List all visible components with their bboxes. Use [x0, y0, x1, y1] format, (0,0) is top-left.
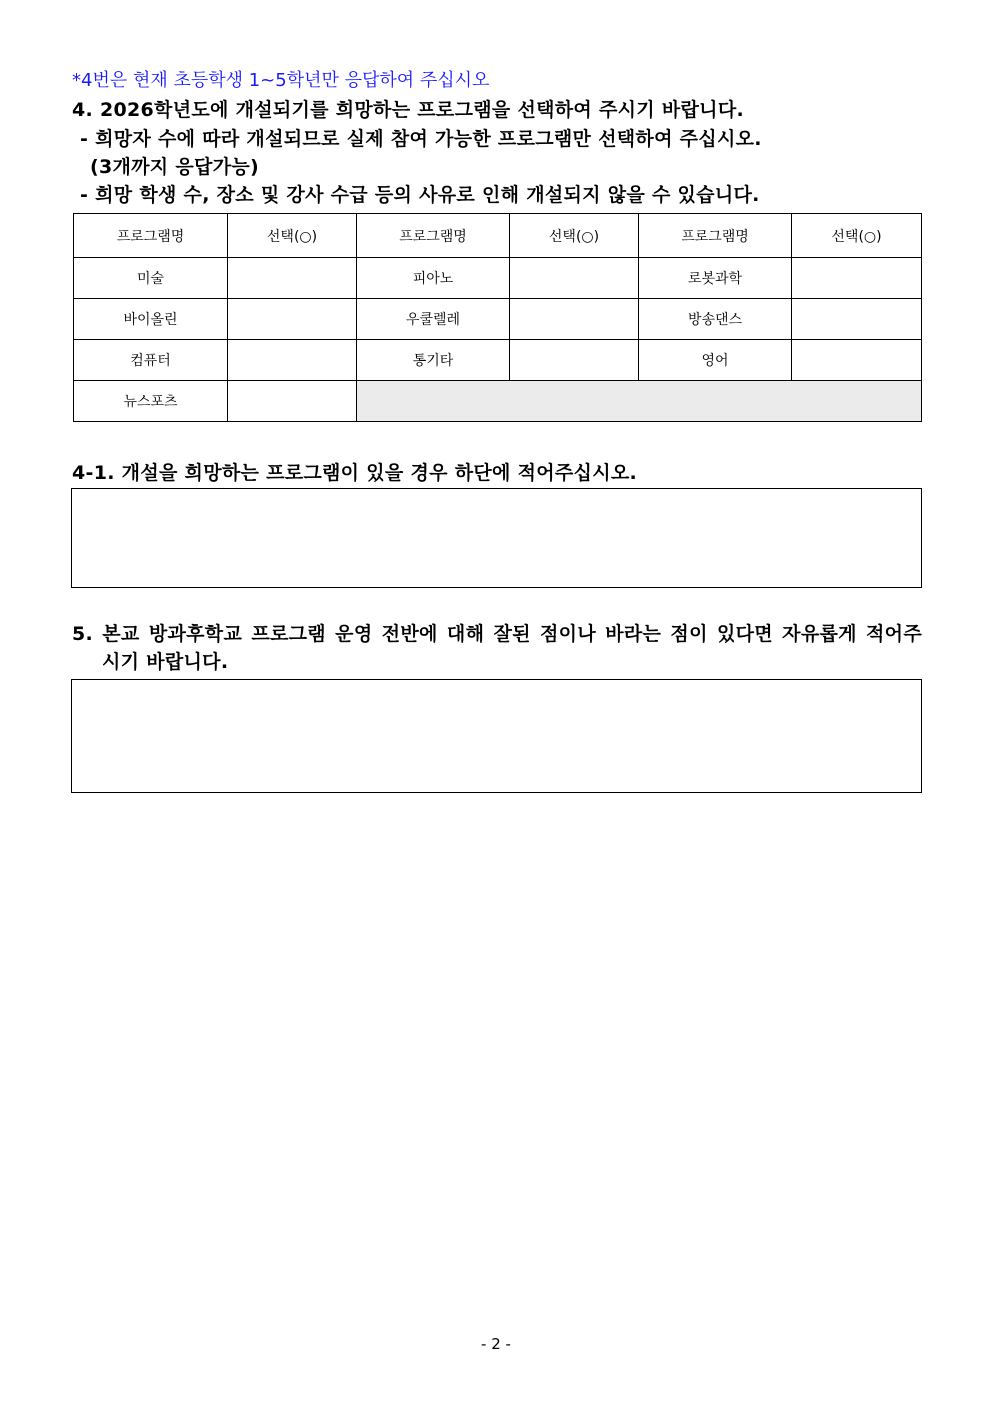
program-selection-table [73, 213, 922, 422]
question-4-title: 4. 2026학년도에 개설되기를 희망하는 프로그램을 선택하여 주시기 바랍니다. [72, 99, 745, 121]
table-header-row [74, 214, 922, 258]
program-select-cell[interactable] [228, 299, 357, 340]
program-select-cell[interactable] [792, 258, 922, 299]
program-name-cell: 통기타 [357, 340, 510, 381]
header-program-name: 프로그램명 [74, 214, 228, 258]
program-name-cell: 컴퓨터 [74, 340, 228, 381]
program-select-cell[interactable] [792, 299, 922, 340]
header-select: 선택(○) [228, 214, 357, 258]
table-row [74, 381, 922, 422]
question-4-note-1: - 희망자 수에 따라 개설되므로 실제 참여 가능한 프로그램만 선택하여 주십시오. [80, 128, 762, 150]
question-4-note-2: (3개까지 응답가능) [90, 156, 259, 178]
header-select: 선택(○) [510, 214, 639, 258]
program-name-cell: 미술 [74, 258, 228, 299]
question-5-title [72, 620, 922, 676]
program-name-cell: 우쿨렐레 [357, 299, 510, 340]
program-name-cell: 피아노 [357, 258, 510, 299]
program-name-cell: 바이올린 [74, 299, 228, 340]
program-select-cell[interactable] [510, 299, 639, 340]
table-row [74, 299, 922, 340]
program-select-cell[interactable] [228, 258, 357, 299]
question-5-answer-box[interactable] [71, 679, 922, 793]
question-4-1-title: 4-1. 개설을 희망하는 프로그램이 있을 경우 하단에 적어주십시오. [72, 462, 638, 484]
header-select: 선택(○) [792, 214, 922, 258]
question-5-line-1: 5. 본교 방과후학교 프로그램 운영 전반에 대해 잘된 점이나 바라는 점이 있다면 자유롭게 적어주 [72, 623, 922, 645]
empty-shaded-cell [357, 381, 922, 422]
header-program-name: 프로그램명 [639, 214, 792, 258]
instruction-note: *4번은 현재 초등학생 1~5학년만 응답하여 주십시오 [72, 70, 490, 91]
program-name-cell: 로봇과학 [639, 258, 792, 299]
program-select-cell[interactable] [228, 381, 357, 422]
program-name-cell: 방송댄스 [639, 299, 792, 340]
program-select-cell[interactable] [792, 340, 922, 381]
header-program-name: 프로그램명 [357, 214, 510, 258]
question-4-note-3: - 희망 학생 수, 장소 및 강사 수급 등의 사유로 인해 개설되지 않을 수 있습니다. [80, 184, 760, 206]
program-name-cell: 뉴스포츠 [74, 381, 228, 422]
table-row [74, 340, 922, 381]
program-select-cell[interactable] [228, 340, 357, 381]
question-4-1-answer-box[interactable] [71, 488, 922, 588]
program-select-cell[interactable] [510, 340, 639, 381]
program-name-cell: 영어 [639, 340, 792, 381]
page-number: - 2 - [481, 1335, 511, 1353]
program-select-cell[interactable] [510, 258, 639, 299]
question-5-line-2: 시기 바랍니다. [102, 651, 229, 673]
table-row [74, 258, 922, 299]
